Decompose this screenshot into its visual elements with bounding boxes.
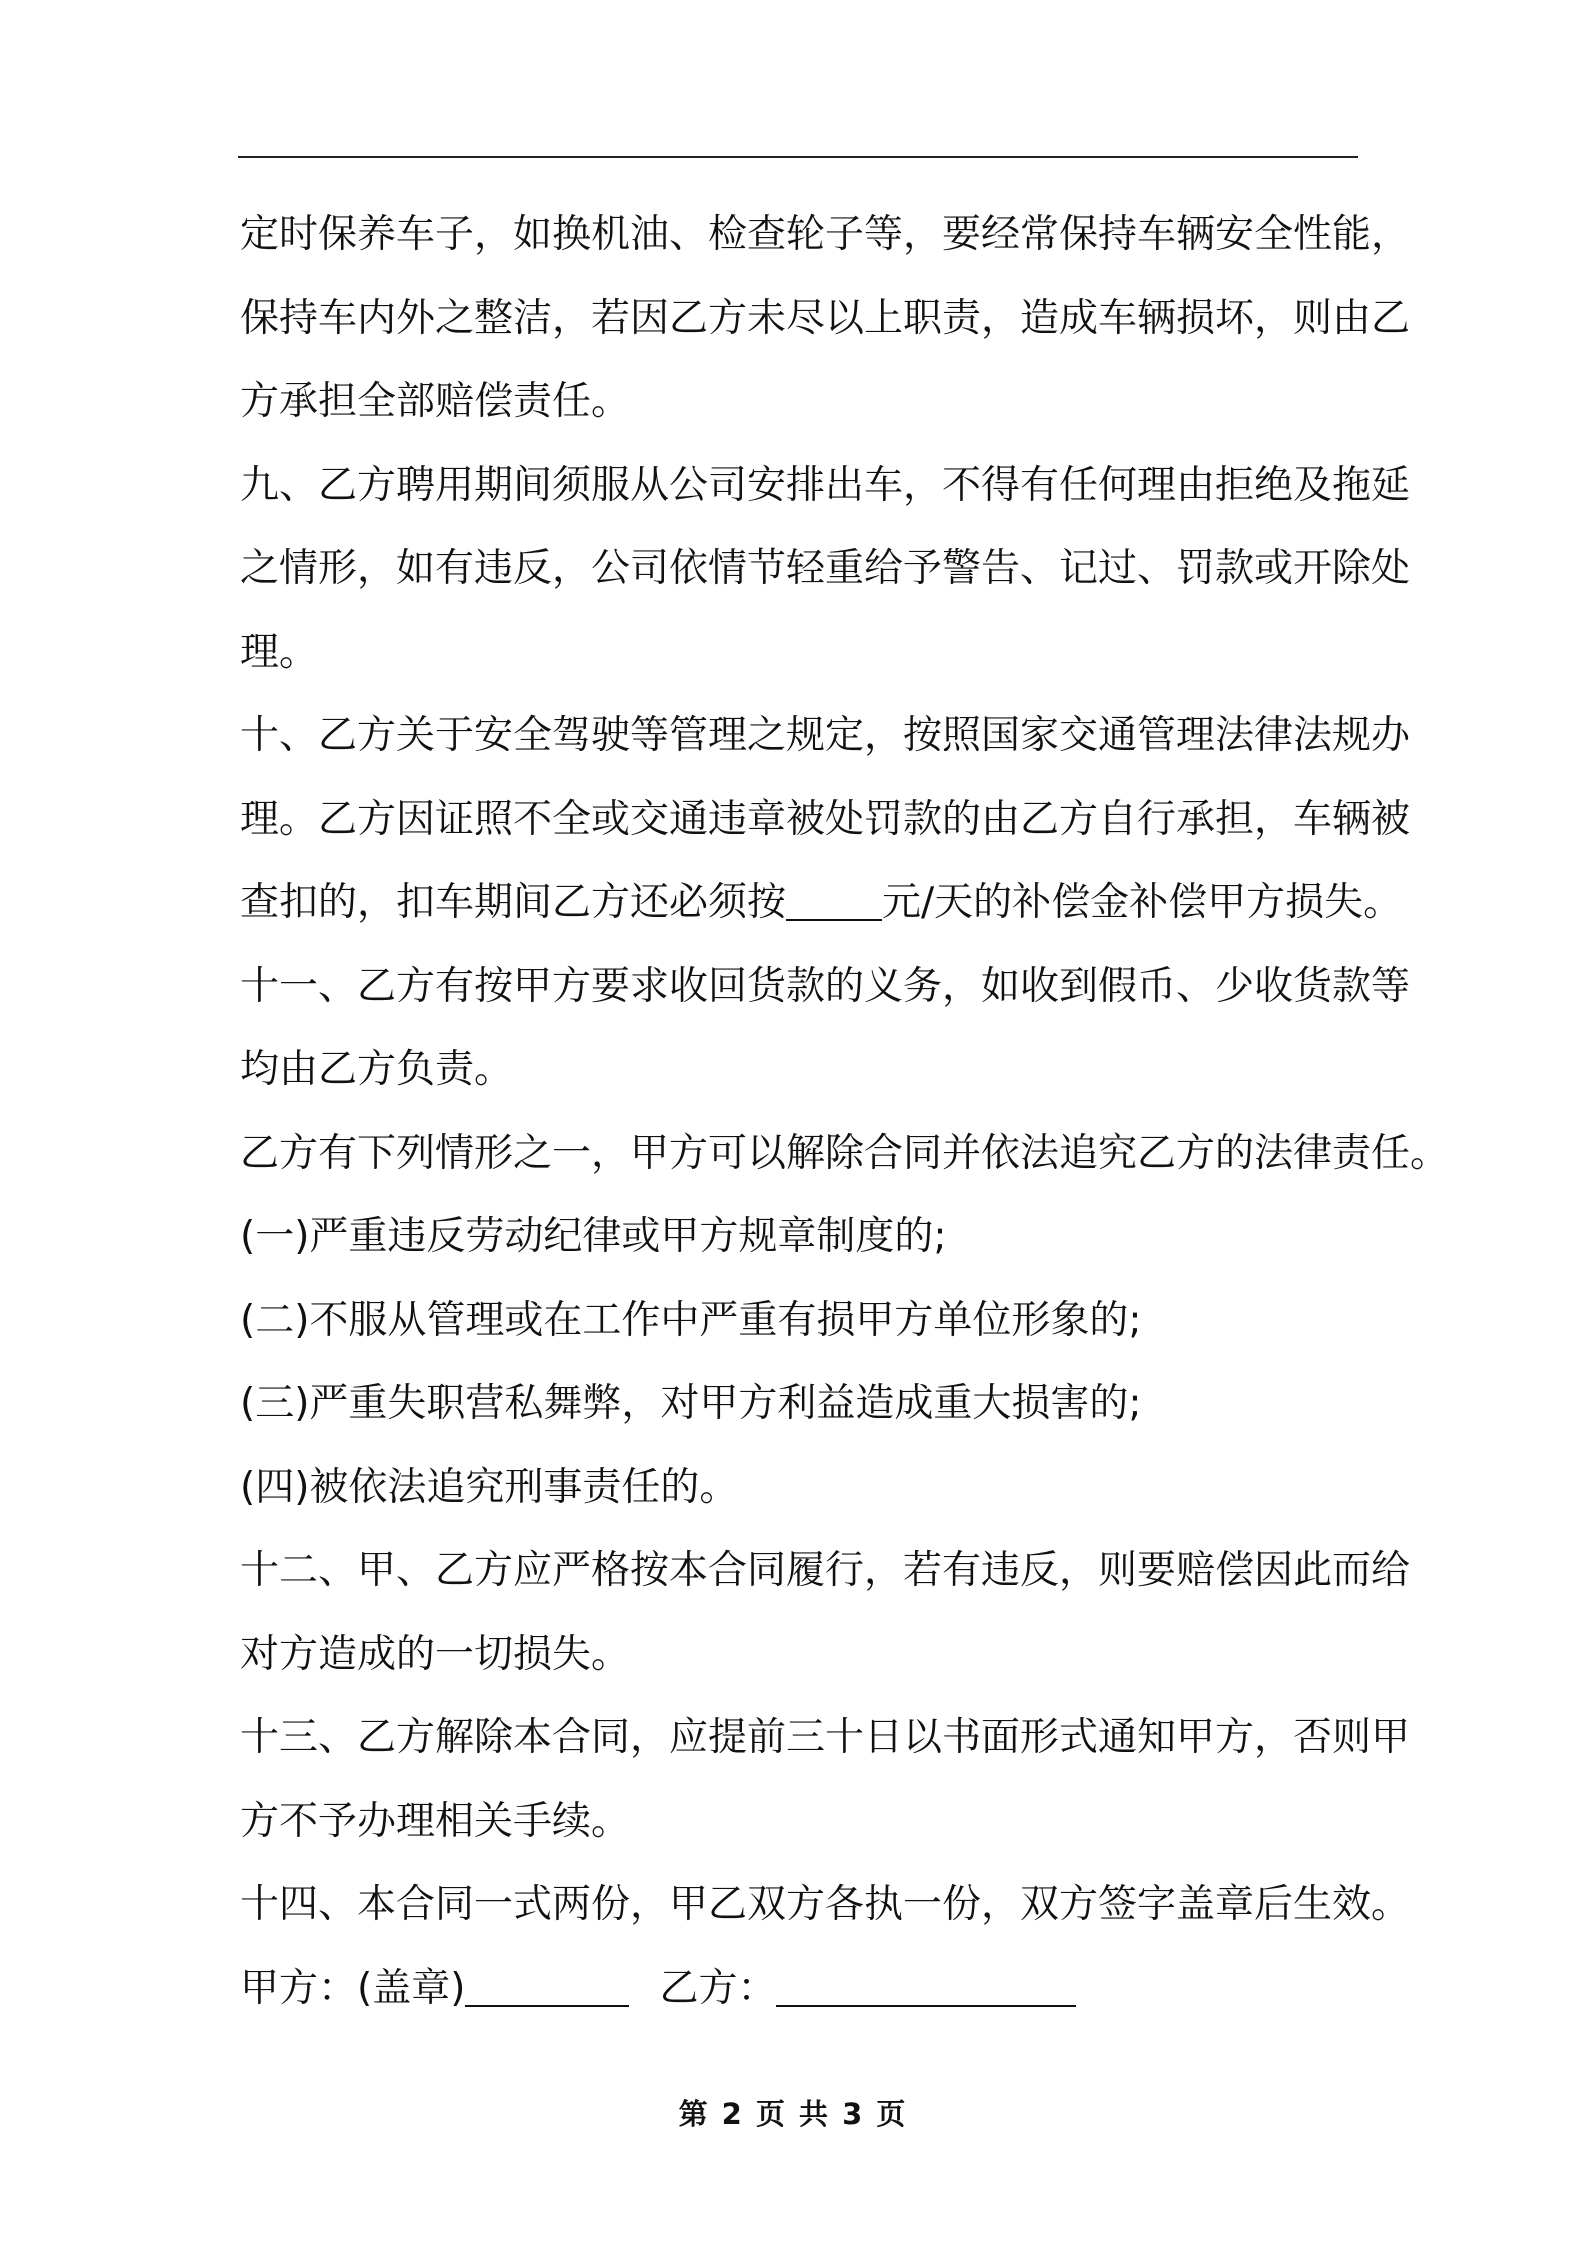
text-line: (四)被依法追究刑事责任的。: [240, 1464, 739, 1510]
fill-in-blank: [786, 879, 882, 921]
text-line: 九、乙方聘用期间须服从公司安排出车，不得有任何理由拒绝及拖延: [240, 462, 1411, 508]
text-line: 十一、乙方有按甲方要求收回货款的义务，如收到假币、少收货款等: [240, 963, 1411, 1009]
text-line: 保持车内外之整洁，若因乙方未尽以上职责，造成车辆损坏，则由乙: [240, 295, 1411, 341]
party-b-blank: [776, 1965, 1076, 2007]
text-line: (二)不服从管理或在工作中严重有损甲方单位形象的;: [240, 1297, 1142, 1343]
text-line: 之情形，如有违反，公司依情节轻重给予警告、记过、罚款或开除处: [240, 546, 1411, 591]
document-body: [240, 200, 1450, 2037]
page-footer: 第 2 页 共 3 页: [678, 2097, 908, 2131]
text-line: 乙方有下列情形之一，甲方可以解除合同并依法追究乙方的法律责任。: [240, 1130, 1450, 1176]
text-segment: 查扣的，扣车期间乙方还必须按: [240, 880, 787, 925]
text-line: 理。乙方因证照不全或交通违章被处罚款的由乙方自行承担，车辆被: [240, 796, 1411, 842]
text-line-with-blank: [240, 868, 1403, 952]
text-line: (一)严重违反劳动纪律或甲方规章制度的;: [240, 1214, 947, 1259]
text-line: 十三、乙方解除本合同，应提前三十日以书面形式通知甲方，否则甲: [240, 1715, 1411, 1760]
text-line: 均由乙方负责。: [240, 1047, 514, 1092]
text-line: 十二、甲、乙方应严格按本合同履行，若有违反，则要赔偿因此而给: [240, 1548, 1411, 1593]
text-line: 对方造成的一切损失。: [240, 1631, 631, 1677]
header-rule: [238, 156, 1358, 158]
text-line: 理。: [240, 629, 319, 675]
party-a-label: 甲方：(盖章): [240, 1965, 466, 2011]
text-line: 方承担全部赔偿责任。: [240, 379, 631, 424]
text-line: (三)严重失职营私舞弊，对甲方利益造成重大损害的;: [240, 1381, 1142, 1426]
text-line: 定时保养车子，如换机油、检查轮子等，要经常保持车辆安全性能，: [240, 212, 1411, 257]
party-b-label: 乙方：: [659, 1965, 777, 2011]
text-line: 十、乙方关于安全驾驶等管理之规定，按照国家交通管理法律法规办: [240, 713, 1411, 758]
signature-line: [240, 1954, 1380, 2038]
text-segment: 元/天的补偿金补偿甲方损失。: [882, 880, 1403, 925]
text-line: 方不予办理相关手续。: [240, 1798, 631, 1844]
party-a-blank: [465, 1965, 629, 2007]
text-line: 十四、本合同一式两份，甲乙双方各执一份，双方签字盖章后生效。: [240, 1882, 1411, 1927]
